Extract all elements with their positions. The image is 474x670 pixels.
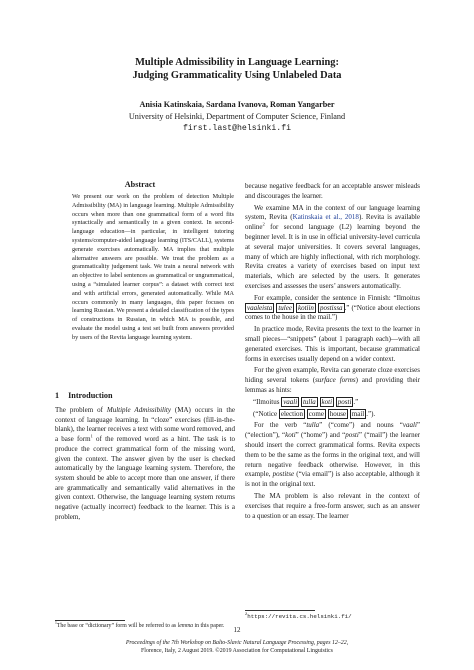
- paragraph-free-form: The MA problem is also relevant in the context of exercises that require a free-form answer, such as an answer to a question or an essay. The learner: [245, 491, 420, 520]
- boxed-lemma: posti: [337, 397, 352, 406]
- noun-term-1: vaali: [402, 421, 417, 430]
- revita-text-a: We examine MA in the context of our language learning system, Revita (: [245, 203, 420, 222]
- boxed-lemma: vaali: [283, 397, 298, 406]
- verb-term: tulla: [306, 421, 320, 430]
- footnote-2: [245, 613, 420, 621]
- proceedings-line-2: Florence, Italy, 2 August 2019. ©2019 Association for Computational Linguistics: [141, 648, 333, 654]
- cloze-text-a: For the given example, Revita can generate cloze exercises hiding several tokens (: [245, 366, 420, 385]
- boxed-gloss: come: [308, 409, 324, 418]
- boxed-gloss: house: [329, 409, 347, 418]
- paragraph-verb-forms: [245, 421, 420, 490]
- paper-title: [60, 56, 414, 82]
- verb-text-c: ” (“election”), “: [245, 421, 420, 440]
- paragraph-revita: [245, 204, 420, 292]
- abstract-heading: Abstract: [124, 180, 156, 189]
- title-line-2: Judging Grammaticality Using Unlabeled Data: [132, 70, 342, 81]
- footnote-rule-left: [55, 620, 125, 621]
- section-title: Introduction: [68, 391, 113, 400]
- noun-term-2: koti: [285, 431, 296, 440]
- intro-text-b: (MA) occurs in the context of language learning. In “cloze” exercises (fill-in-the-blank), the learner receives a text with some word removed, and a base form: [55, 406, 235, 444]
- abstract-text: We present our work on the problem of detection Multiple Admissibility (MA) in language learning. Multiple Admissibility occurs when more than one grammatical form of a word fits syntactically and semantically in a given context. In second-language education—in particular, in intelligent tutoring systems/computer-aided language learning (ITS/CALL), systems generate exercises automatically. MA implies that multiple alternative answers are possible. We treat the problem as a grammaticality judgement task. We train a neural network with an objective to label sentences as grammatical or ungrammatical, using a “simulated learner corpus”: a dataset with correct text and with artificial errors, generated automatically. While MA occurs commonly in many languages, this paper focuses on learning Russian. We present a detailed classification of the types of constructions in Russian, in which MA is possible, and evaluate the model using a test set built from answers provided by users of the Revita language learning system.: [72, 193, 234, 341]
- introduction-paragraph: [55, 406, 235, 522]
- footnote-2-url[interactable]: https://revita.cs.helsinki.fi/: [247, 613, 352, 620]
- intro-term: Multiple Admissibility: [106, 406, 171, 414]
- author-list: Anisia Katinskaia, Sardana Ivanova, Roman Yangarber: [139, 100, 335, 109]
- cloze-text-b: ) and providing their lemmas as hints:: [245, 376, 420, 394]
- section-number: 1: [55, 391, 60, 400]
- boxed-word: vaaleista: [247, 303, 273, 312]
- verb-text-e: ” (“mail”) the learner should insert the correct grammatical forms. Revita expects them to be the same as the forms in the original text, and will return negative feedback otherwise. However, in this example,: [245, 431, 421, 479]
- right-column: [245, 182, 420, 523]
- proceedings-line-1: Proceedings of the 7th Workshop on Balto-Slavic Natural Language Processing, pages 12–22,: [125, 640, 349, 646]
- footnote-1-text-b: in this paper.: [193, 623, 225, 629]
- example-english-text-a: (“Notice: [253, 409, 279, 418]
- cloze-example-finnish: [253, 398, 420, 408]
- boxed-word: tulee: [278, 303, 292, 312]
- boxed-lemma: tulla: [302, 397, 316, 406]
- paragraph-finnish-example: [245, 294, 420, 323]
- boxed-word: kotiin: [297, 303, 314, 312]
- page-number: 12: [233, 626, 241, 634]
- paragraph-cloze: [245, 366, 420, 395]
- paragraph-feedback: because negative feedback for an acceptable answer misleads and discourages the learner.: [245, 182, 420, 200]
- citation-link[interactable]: Katinskaia et al., 2018: [292, 213, 359, 222]
- footnote-rule-right: [245, 610, 315, 611]
- example-english-text-b: .”).: [366, 409, 376, 418]
- boxed-word: postissa: [319, 303, 343, 312]
- verb-text-d: ” (“home”) and “: [295, 431, 346, 440]
- footnote-1-text-a: The base or “dictionary” form will be referred to as: [56, 623, 178, 629]
- finnish-example-text-a: For example, consider the sentence in Finnish: “Ilmoitus: [254, 293, 420, 302]
- section-heading-introduction: [55, 391, 113, 401]
- revita-text-c: for second language (L2) learning beyond the beginner level. It is in use in official university-level curricula at several major universities. It covers several languages, many of which are highly inflectional, with rich morphology. Revita creates a variety of exercises based on input text materials, which are selected by the users. It generates exercises and assesses the users’ answers automatically.: [245, 223, 420, 290]
- footnote-marker-1[interactable]: 1: [90, 433, 93, 439]
- intro-text-a: The problem of: [55, 406, 107, 414]
- cloze-term: surface forms: [315, 376, 356, 385]
- title-line-1: Multiple Admissibility in Language Learning:: [135, 57, 339, 68]
- boxed-gloss: election: [280, 409, 304, 418]
- footnote-marker-2[interactable]: 2: [262, 221, 265, 227]
- footnote-1-number: 1: [55, 621, 57, 626]
- verb-text-b: ” (“come”) and nouns “: [319, 421, 403, 430]
- intro-text-c: of the removed word as a hint. The task is to produce the correct grammatical form of the missing word, given the context. The answer given by the user is checked automatically by the language learning system. Therefore, the system should be able to accept more than one answer, if there are grammatically and semantically valid alternatives in the given context. Otherwise, the language learning system returns negative (actually incorrect) feedback to the learner. This is a problem,: [55, 435, 236, 521]
- example-text-b: .”: [353, 397, 359, 406]
- noun-term-3: posti: [345, 431, 359, 440]
- footnote-2-number: 2: [245, 613, 248, 618]
- author-email: first.last@helsinki.fi: [182, 124, 292, 133]
- verb-text-f: (“via email”) is also acceptable, although it is not in the original text.: [245, 470, 420, 489]
- footnote-1-term: lemma: [177, 623, 194, 629]
- paragraph-practice-mode: In practice mode, Revita presents the text to the learner in small pieces—“snippets” (about 1 paragraph each)—with all generated exercises. This is important, because grammatical forms in exercises usually depend on a wider context.: [245, 325, 420, 363]
- revita-text-b: ). Revita is available online: [245, 213, 420, 232]
- finnish-example-text-b: .” (“Notice about elections comes to the house in the mail.”): [245, 303, 421, 322]
- alternative-term: postitse: [272, 470, 295, 479]
- example-text-a: “Ilmoitus: [253, 397, 282, 406]
- boxed-lemma: koti: [321, 397, 333, 406]
- verb-text-a: For the verb “: [254, 421, 307, 430]
- affiliation: University of Helsinki, Department of Computer Science, Finland: [128, 112, 346, 121]
- boxed-gloss: mail: [351, 409, 365, 418]
- cloze-example-english: [253, 410, 420, 420]
